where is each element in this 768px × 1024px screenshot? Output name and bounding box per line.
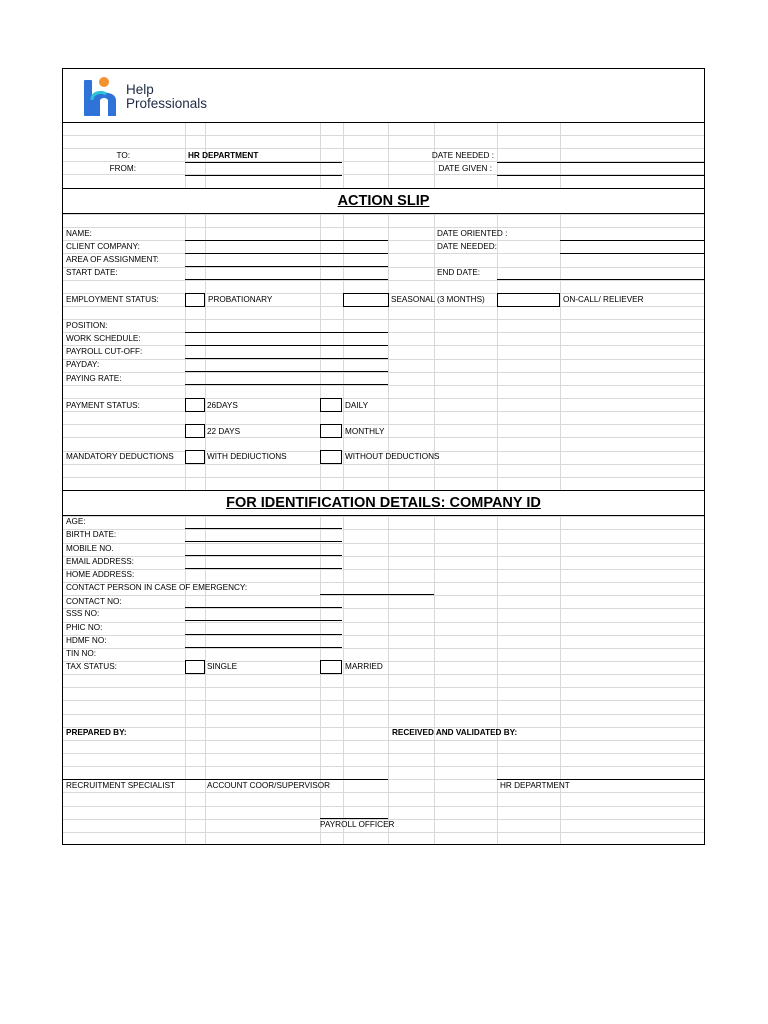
start-date-label: START DATE: <box>66 268 118 277</box>
married-option: MARRIED <box>345 662 383 671</box>
date-needed-2-field-line[interactable] <box>560 253 705 254</box>
emergency-contact-label: CONTACT PERSON IN CASE OF EMERGENCY: <box>66 583 248 592</box>
paying-rate-field-line[interactable] <box>185 384 388 385</box>
work-schedule-field-line[interactable] <box>185 345 388 346</box>
single-option: SINGLE <box>207 662 238 671</box>
payday-field-line[interactable] <box>185 371 388 372</box>
mobile-field-line[interactable] <box>185 555 342 556</box>
payroll-cutoff-field-line[interactable] <box>185 358 388 359</box>
hr-signature-line[interactable] <box>497 779 705 780</box>
single-checkbox[interactable] <box>185 660 205 674</box>
recruitment-signature-line[interactable] <box>62 779 205 780</box>
account-coor-label: ACCOUNT COOR/SUPERVISOR <box>207 781 330 790</box>
to-field-line[interactable] <box>185 162 342 163</box>
age-label: AGE: <box>66 517 86 526</box>
phic-field-line[interactable] <box>185 634 342 635</box>
payroll-cutoff-label: PAYROLL CUT-OFF: <box>66 347 143 356</box>
hr-department-label: HR DEPARTMENT <box>500 781 570 790</box>
end-date-label: END DATE: <box>437 268 481 277</box>
mobile-label: MOBILE NO. <box>66 544 114 553</box>
seasonal-checkbox[interactable] <box>343 293 389 307</box>
sss-label: SSS NO: <box>66 609 100 618</box>
help-professionals-logo <box>82 76 122 118</box>
on-call-checkbox[interactable] <box>497 293 560 307</box>
employment-status-label: EMPLOYMENT STATUS: <box>66 295 159 304</box>
date-oriented-label: DATE ORIENTED : <box>437 229 508 238</box>
contact-no-field-line[interactable] <box>185 607 342 608</box>
date-needed-2-label: DATE NEEDED: <box>437 242 497 251</box>
brand-line-2: Professionals <box>126 96 208 111</box>
payday-label: PAYDAY: <box>66 360 100 369</box>
identification-title: FOR IDENTIFICATION DETAILS: COMPANY ID <box>226 495 541 511</box>
seasonal-option: SEASONAL <box>391 295 436 304</box>
emergency-contact-field-line[interactable] <box>320 594 434 595</box>
date-given-label: DATE GIVEN : <box>438 164 492 173</box>
brand-name <box>126 83 207 111</box>
contact-no-label: CONTACT NO: <box>66 597 122 606</box>
birth-date-field-line[interactable] <box>185 541 342 542</box>
with-deductions-option: WITH DEDIUCTIONS <box>207 452 287 461</box>
birth-date-label: BIRTH DATE: <box>66 530 117 539</box>
mandatory-deductions-label: MANDATORY DEDUCTIONS <box>66 452 174 461</box>
tax-status-label: TAX STATUS: <box>66 662 117 671</box>
to-label: TO: <box>116 151 130 160</box>
name-field-line[interactable] <box>185 240 388 241</box>
work-schedule-label: WORK SCHEDULE: <box>66 334 141 343</box>
days22-option: 22 DAYS <box>207 427 241 436</box>
payment-status-label: PAYMENT STATUS: <box>66 401 140 410</box>
without-deductions-checkbox[interactable] <box>320 450 342 464</box>
from-label: FROM: <box>109 164 136 173</box>
three-months-note: (3 MONTHS) <box>437 295 485 304</box>
probationary-checkbox[interactable] <box>185 293 205 307</box>
on-call-option: ON-CALL/ RELIEVER <box>563 295 644 304</box>
name-label: NAME: <box>66 229 92 238</box>
action-slip-title: ACTION SLIP <box>337 193 430 209</box>
daily-checkbox[interactable] <box>320 398 342 412</box>
days26-option: 26DAYS <box>207 401 238 410</box>
without-deductions-option: WITHOUT DEDUCTIONS <box>345 452 440 461</box>
area-label: AREA OF ASSIGNMENT: <box>66 255 159 264</box>
monthly-checkbox[interactable] <box>320 424 342 438</box>
date-needed-field-line[interactable] <box>497 162 705 163</box>
area-field-line[interactable] <box>185 266 388 267</box>
days26-checkbox[interactable] <box>185 398 205 412</box>
payroll-signature-line[interactable] <box>320 818 388 819</box>
hdmf-field-line[interactable] <box>185 647 342 648</box>
age-field-line[interactable] <box>185 528 342 529</box>
email-field-line[interactable] <box>185 568 342 569</box>
monthly-option: MONTHLY <box>345 427 385 436</box>
date-needed-label: DATE NEEDED : <box>431 151 494 160</box>
date-given-field-line[interactable] <box>497 175 705 176</box>
home-address-label: HOME ADDRESS: <box>66 570 135 579</box>
hdmf-label: HDMF NO: <box>66 636 107 645</box>
from-field-line[interactable] <box>185 175 342 176</box>
email-label: EMAIL ADDRESS: <box>66 557 134 566</box>
phic-label: PHIC NO: <box>66 623 103 632</box>
client-company-field-line[interactable] <box>185 253 388 254</box>
position-field-line[interactable] <box>185 332 388 333</box>
brand-line-1: Help <box>126 82 154 97</box>
to-value: HR DEPARTMENT <box>188 151 259 160</box>
with-deductions-checkbox[interactable] <box>185 450 205 464</box>
recruitment-specialist-label: RECRUITMENT SPECIALIST <box>66 781 176 790</box>
date-oriented-field-line[interactable] <box>560 240 705 241</box>
days22-checkbox[interactable] <box>185 424 205 438</box>
payroll-officer-label: PAYROLL OFFICER <box>320 820 395 829</box>
prepared-by-label: PREPARED BY: <box>66 728 127 737</box>
start-date-field-line[interactable] <box>185 279 388 280</box>
position-label: POSITION: <box>66 321 108 330</box>
received-by-label: RECEIVED AND VALIDATED BY: <box>392 728 518 737</box>
daily-option: DAILY <box>345 401 369 410</box>
married-checkbox[interactable] <box>320 660 342 674</box>
end-date-field-line[interactable] <box>497 279 705 280</box>
paying-rate-label: PAYING RATE: <box>66 374 122 383</box>
sss-field-line[interactable] <box>185 620 342 621</box>
client-company-label: CLIENT COMPANY: <box>66 242 140 251</box>
probationary-option: PROBATIONARY <box>208 295 273 304</box>
tin-label: TIN NO: <box>66 649 97 658</box>
account-coor-signature-line[interactable] <box>205 779 388 780</box>
